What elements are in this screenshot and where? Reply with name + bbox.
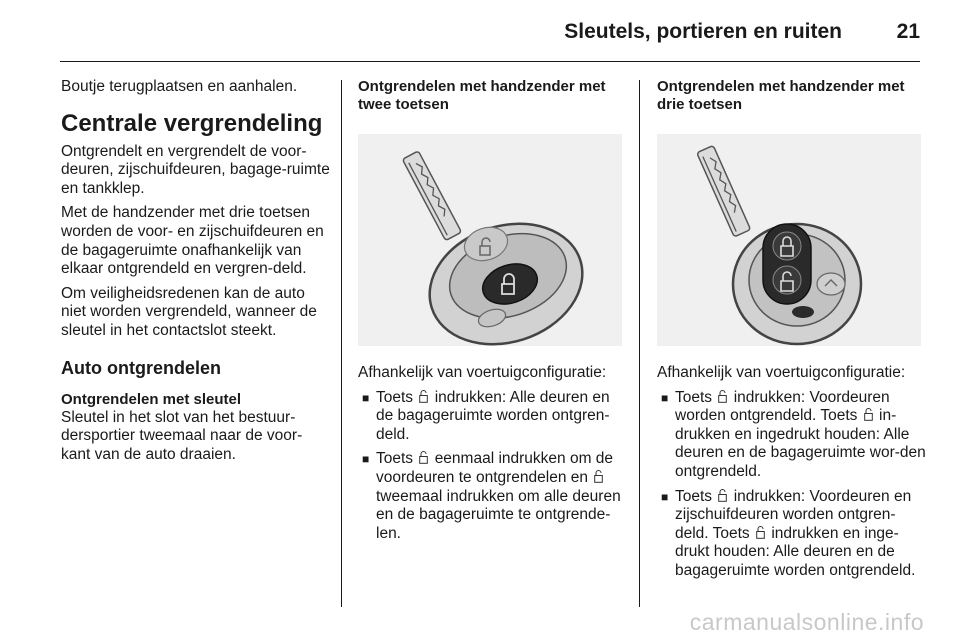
page-header bbox=[0, 18, 960, 48]
unlock-icon bbox=[419, 390, 428, 403]
paragraph: Om veiligheidsredenen kan de auto niet worden vergrendeld, wanneer de sleutel in het contactslot steekt. bbox=[61, 284, 317, 339]
list-item: ■ Toets indrukken: Voordeuren en zijschuifdeuren worden ontgren-deld. Toets indrukken en inge-drukt houden: Alle deuren en de bagageruimte worden ontgrendeld. bbox=[661, 487, 916, 579]
unlock-icon bbox=[864, 408, 873, 421]
heading-two-button-remote: Ontgrendelen met handzender met twee toetsen bbox=[358, 78, 606, 113]
column-divider bbox=[341, 80, 342, 607]
intro-text: Boutje terugplaatsen en aanhalen. bbox=[61, 78, 298, 95]
column-3 bbox=[657, 78, 927, 587]
list-item: ■ Toets indrukken: Alle deuren en de bagageruimte worden ontgren-deld. bbox=[362, 388, 610, 443]
list-item: ■ Toets indrukken: Voordeuren worden ontgrendeld. Toets in-drukken en ingedrukt houden: Alle deuren en de bagageruimte wor-den ontgrendeld. bbox=[661, 388, 926, 480]
header-title: Sleutels, portieren en ruiten bbox=[564, 20, 842, 43]
paragraph: Met de handzender met drie toetsen worden de voor- en zijschuifdeuren en de bagageruimte onafhankelijk van elkaar ontgrendeld en vergren-deld. bbox=[61, 204, 324, 278]
two-button-remote-figure bbox=[358, 134, 622, 346]
column-divider bbox=[639, 80, 640, 607]
bullet-icon: ■ bbox=[362, 390, 370, 405]
watermark: carmanualsonline.info bbox=[689, 609, 924, 635]
paragraph: Sleutel in het slot van het bestuur-dersportier tweemaal naar de voor-kant van de auto draaien. bbox=[61, 408, 303, 463]
heading-central-locking: Centrale vergrendeling bbox=[61, 109, 323, 137]
header-rule bbox=[60, 61, 920, 62]
three-button-remote-figure bbox=[657, 134, 921, 346]
unlock-icon bbox=[756, 526, 765, 539]
unlock-icon bbox=[419, 451, 428, 464]
bullet-icon: ■ bbox=[362, 452, 370, 467]
config-lead: Afhankelijk van voertuigconfiguratie: bbox=[657, 364, 906, 381]
unlock-icon bbox=[718, 489, 727, 502]
bullet-icon: ■ bbox=[661, 489, 669, 504]
config-lead: Afhankelijk van voertuigconfiguratie: bbox=[358, 364, 607, 381]
unlock-icon bbox=[594, 470, 603, 483]
heading-three-button-remote: Ontgrendelen met handzender met drie toetsen bbox=[657, 78, 905, 113]
page-number: 21 bbox=[896, 20, 920, 43]
subheading-unlock-key: Ontgrendelen met sleutel bbox=[61, 390, 242, 408]
bullet-list bbox=[657, 389, 927, 581]
heading-unlock-vehicle: Auto ontgrendelen bbox=[61, 357, 221, 378]
list-item: ■ Toets eenmaal indrukken om de voordeuren te ontgrendelen en tweemaal indrukken om alle deuren en de bagageruimte te ontgrende-len. bbox=[362, 450, 621, 542]
bullet-list bbox=[358, 389, 628, 544]
bullet-icon: ■ bbox=[661, 390, 669, 405]
column-2 bbox=[358, 78, 628, 549]
paragraph: Ontgrendelt en vergrendelt de voor-deuren, zijschuifdeuren, bagage-ruimte en tankklep. bbox=[61, 142, 330, 197]
column-1 bbox=[61, 78, 331, 464]
unlock-icon bbox=[718, 390, 727, 403]
